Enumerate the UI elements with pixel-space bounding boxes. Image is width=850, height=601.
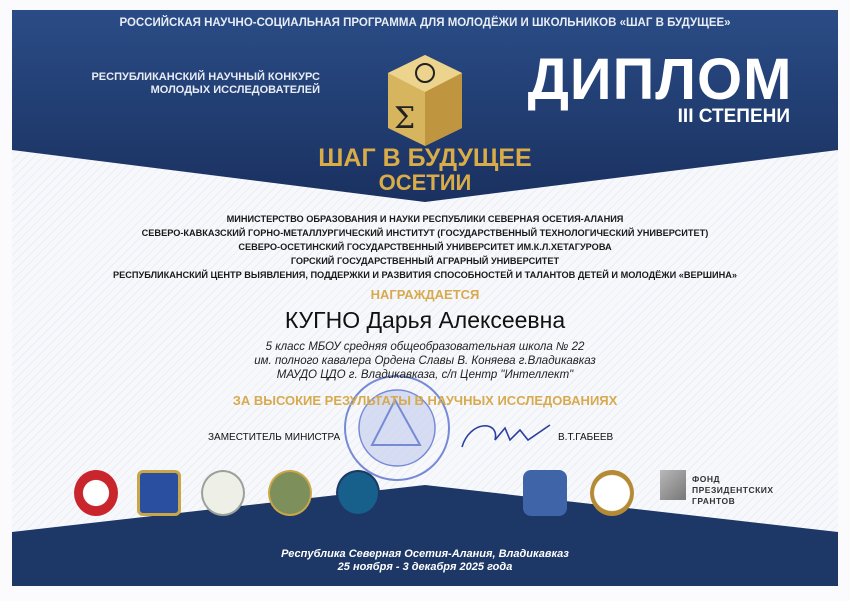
recipient-name: КУГНО Дарья Алексеевна (284, 307, 566, 333)
cube-logo (388, 55, 462, 146)
stamp (345, 376, 449, 480)
event-dates: 25 ноября - 3 декабря 2025 года (337, 561, 513, 573)
vershina-logo (336, 470, 380, 516)
organizer: ГОРСКИЙ ГОСУДАРСТВЕННЫЙ АГРАРНЫЙ УНИВЕРСИТЕТ (290, 256, 560, 266)
skgmi-logo (137, 470, 181, 516)
organizer: МИНИСТЕРСТВО ОБРАЗОВАНИЯ И НАУКИ РЕСПУБЛИКИ СЕВЕРНАЯ ОСЕТИЯ-АЛАНИЯ (226, 214, 624, 224)
emblem-logo (523, 470, 567, 516)
organizer: СЕВЕРО-ОСЕТИНСКИЙ ГОСУДАРСТВЕННЫЙ УНИВЕРСИТЕТ ИМ.К.Л.ХЕТАГУРОВА (238, 242, 612, 252)
recipient-school (0, 340, 850, 382)
school-line: им. полного кавалера Ордена Славы В. Коняева г.Владикавказ (254, 355, 596, 367)
award-reason: ЗА ВЫСОКИЕ РЕЗУЛЬТАТЫ В НАУЧНЫХ ИССЛЕДОВАНИЯХ (232, 393, 618, 408)
contest-line: МОЛОДЫХ ИССЛЕДОВАТЕЛЕЙ (150, 84, 320, 96)
organizer: РЕСПУБЛИКАНСКИЙ ЦЕНТР ВЫЯВЛЕНИЯ, ПОДДЕРЖКИ И РАЗВИТИЯ СПОСОБНОСТЕЙ И ТАЛАНТОВ ДЕТЕЙ И МОЛОДЁЖИ «ВЕРШИНА» (113, 270, 737, 280)
fund-text: ФОНД (692, 474, 721, 484)
svg-text:Σ: Σ (394, 101, 416, 136)
diploma-degree: III СТЕПЕНИ (677, 106, 790, 127)
organizers-list (40, 212, 810, 282)
signer-position: ЗАМЕСТИТЕЛЬ МИНИСТРА (208, 432, 341, 443)
program-title: РОССИЙСКАЯ НАУЧНО-СОЦИАЛЬНАЯ ПРОГРАММА ДЛЯ МОЛОДЁЖИ И ШКОЛЬНИКОВ «ШАГ В БУДУЩЕЕ» (119, 17, 731, 29)
event-place-dates (0, 548, 850, 574)
sogu-logo (201, 470, 245, 516)
signer-name: В.Т.ГАБЕЕВ (558, 432, 614, 443)
contest-line: РЕСПУБЛИКАНСКИЙ НАУЧНЫЙ КОНКУРС (91, 71, 320, 83)
school-line: МАУДО ЦДО г. Владикавказа, с/п Центр "Интеллект" (276, 369, 574, 381)
north-ossetia-emblem-logo (74, 470, 118, 516)
fund-text: ПРЕЗИДЕНТСКИХ (692, 485, 774, 495)
presidential-grants-fund-logo (660, 468, 790, 518)
contest-name (40, 71, 320, 97)
fund-icon (660, 470, 686, 500)
gorsky-agrarian-logo (268, 470, 312, 516)
fund-text: ГРАНТОВ (692, 496, 736, 506)
intellect-logo (590, 470, 634, 516)
organizer: СЕВЕРО-КАВКАЗСКИЙ ГОРНО-МЕТАЛЛУРГИЧЕСКИЙ ИНСТИТУТ (ГОСУДАРСТВЕННЫЙ ТЕХНОЛОГИЧЕСКИЙ УНИВЕРСИТЕТ) (141, 228, 709, 238)
brand-subtitle: ОСЕТИИ (378, 170, 472, 195)
awarded-label: НАГРАЖДАЕТСЯ (370, 287, 480, 302)
diploma-title: ДИПЛОМ (527, 47, 793, 112)
event-place: Республика Северная Осетия-Алания, Владикавказ (281, 548, 569, 560)
brand-title: ШАГ В БУДУЩЕЕ (318, 144, 532, 172)
signature (462, 425, 550, 447)
school-line: 5 класс МБОУ средняя общеобразовательная школа № 22 (265, 341, 585, 353)
